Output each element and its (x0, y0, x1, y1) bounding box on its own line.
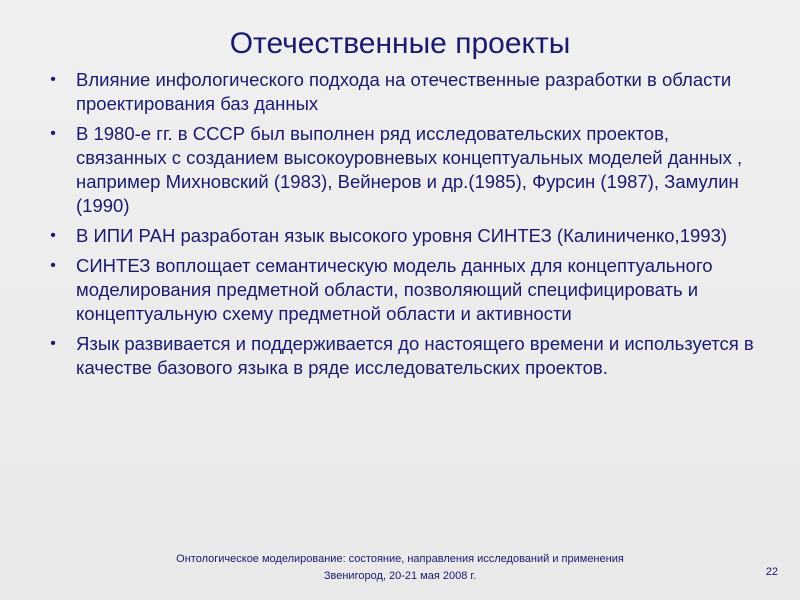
bullet-text: СИНТЕЗ воплощает семантическую модель данных для концептуального моделирования предметной области, позволяющий специфицировать и концептуальную схему предметной области и активности (76, 255, 713, 324)
bullet-text: В 1980-е гг. в СССР был выполнен ряд исследовательских проектов, связанных с созданием высокоуровневых концептуальных моделей данных , например Михновский (1983), Вейнеров и др.(1985), Фурсин (1987), Замулин (1990) (76, 123, 743, 216)
bullet-list (46, 68, 756, 386)
bullet-dot-icon: • (50, 257, 56, 274)
bullet-text: В ИПИ РАН разработан язык высокого уровня СИНТЕЗ (Калиниченко,1993) (76, 225, 728, 246)
bullet-item (46, 122, 756, 218)
bullet-dot-icon: • (50, 335, 56, 352)
slide-title: Отечественные проекты (229, 27, 571, 60)
footer-location-date: Звенигород, 20-21 мая 2008 г. (323, 570, 477, 582)
bullet-item (46, 224, 756, 248)
bullet-item (46, 254, 756, 326)
bullet-item (46, 68, 756, 116)
footer-conference-title: Онтологическое моделирование: состояние, направления исследований и применения (176, 553, 624, 565)
bullet-dot-icon: • (50, 71, 56, 88)
bullet-item (46, 332, 756, 380)
slide-footer (0, 551, 800, 585)
bullet-dot-icon: • (50, 125, 56, 142)
bullet-text: Влияние инфологического подхода на отечественные разработки в области проектирования баз данных (76, 69, 732, 114)
bullet-dot-icon: • (50, 227, 56, 244)
bullet-text: Язык развивается и поддерживается до настоящего времени и используется в качестве базового языка в ряде исследовательских проектов. (76, 333, 754, 378)
page-number: 22 (765, 566, 778, 578)
